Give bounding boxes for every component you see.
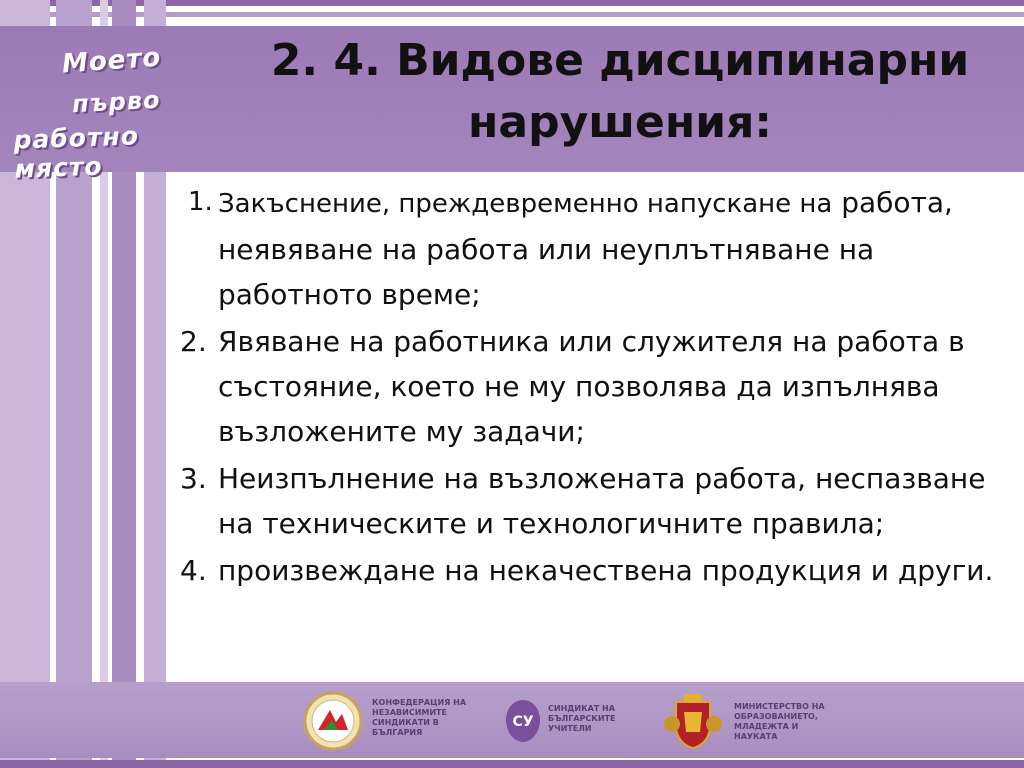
item-text: Явяване на работника или служителя на работа в състояние, което не му позволява да изпълнява възложените му задачи; — [218, 325, 965, 448]
item-text-first-line: Закъснение, преждевременно напускане на — [218, 189, 833, 219]
item-text: Неизпълнение на възложената работа, неспазване на техническите и технологичните правила; — [218, 462, 986, 540]
list-item — [172, 548, 1018, 593]
title-line-2: нарушения: — [468, 97, 772, 148]
list-item — [172, 319, 1018, 454]
slide-title — [230, 30, 1010, 154]
logo-line-3: работно място — [13, 121, 140, 184]
teachers-union-logo — [502, 690, 632, 750]
bottom-stripe — [0, 760, 1024, 768]
item-number: 1. — [188, 187, 213, 217]
item-number: 3. — [180, 462, 207, 495]
list-item — [172, 180, 1018, 317]
violations-list — [172, 180, 1018, 595]
svg-text:СУ: СУ — [512, 714, 534, 730]
project-logo — [13, 40, 224, 184]
item-number: 4. — [180, 554, 207, 587]
ministry-logo — [662, 690, 852, 750]
union-logo — [302, 690, 472, 750]
title-line-1: 2. 4. Видове дисципинарни — [270, 35, 970, 86]
item-text-rest: работа, неявяване на работа или неуплътняване на работното време; — [218, 186, 953, 311]
teachers-union-text: СИНДИКАТ НА БЪЛГАРСКИТЕ УЧИТЕЛИ — [548, 704, 616, 733]
union-emblem-icon — [302, 690, 364, 752]
list-item — [172, 456, 1018, 546]
item-number: 2. — [180, 325, 207, 358]
logo-line-2: първо — [71, 85, 162, 119]
union-logo-text: КОНФЕДЕРАЦИЯ НА НЕЗАВИСИМИТЕ СИНДИКАТИ В БЪЛГАРИЯ — [372, 698, 467, 737]
logo-line-1: Моето — [61, 42, 163, 80]
coat-of-arms-icon — [662, 690, 724, 750]
item-text: произвеждане на некачествена продукция и други. — [218, 554, 994, 587]
teachers-union-emblem-icon — [502, 696, 544, 746]
item-text — [218, 180, 1018, 317]
ministry-text: МИНИСТЕРСТВО НА ОБРАЗОВАНИЕТО, МЛАДЕЖТА И НАУКАТА — [734, 702, 825, 741]
